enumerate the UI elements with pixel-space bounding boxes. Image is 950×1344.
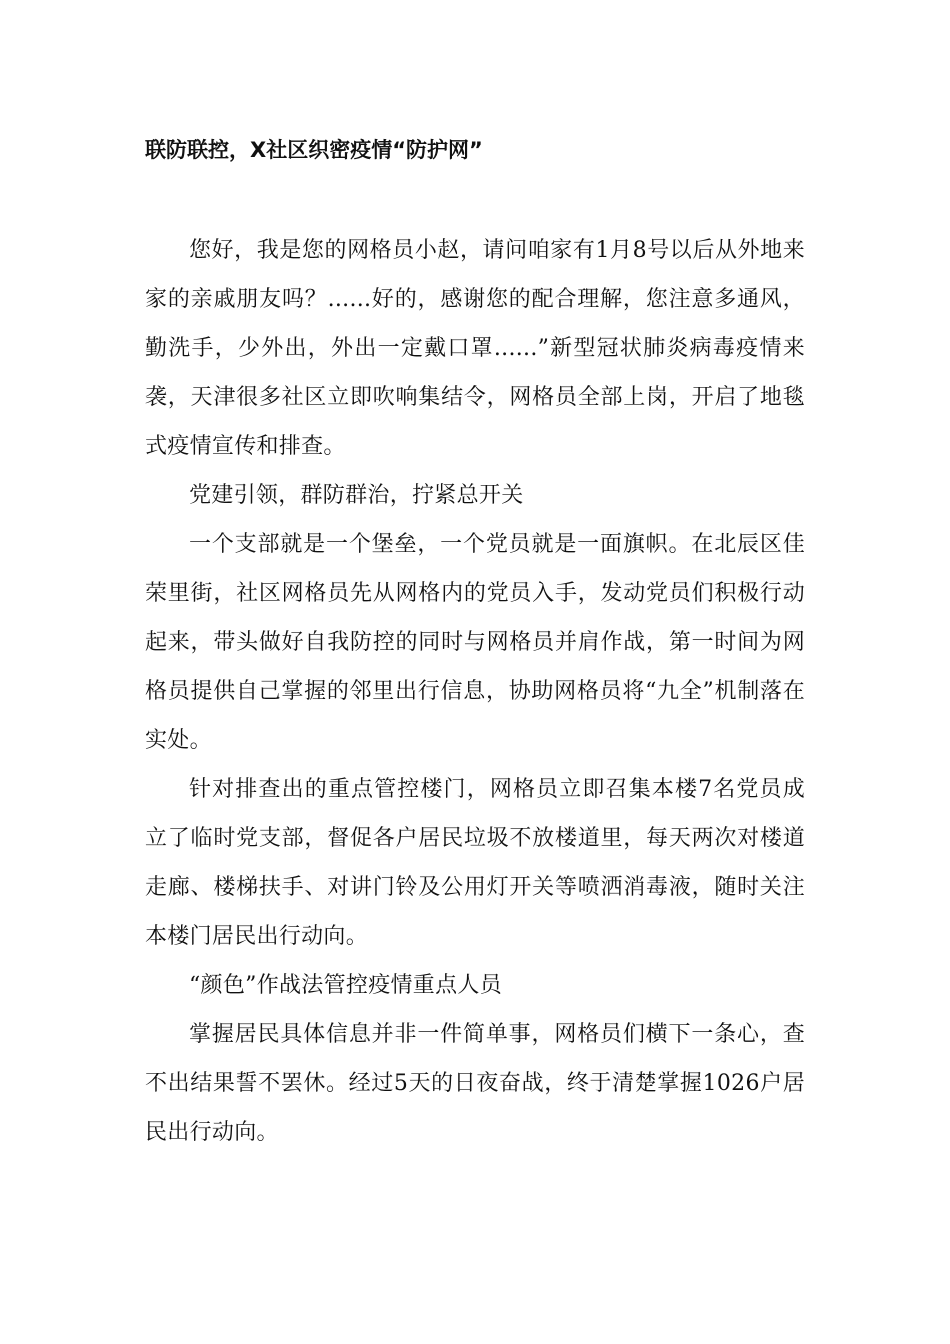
section-heading-party-building: 党建引领，群防群治，拧紧总开关 [189,483,524,508]
document-body [145,226,805,1157]
section-heading-color-method: “颜色”作战法管控疫情重点人员 [189,973,502,998]
document-title: 联防联控，X社区织密疫情“防护网” [145,138,483,162]
paragraph-resident-info: 掌握居民具体信息并非一件简单事，网格员们横下一条心，查不出结果誓不罢休。经过5天的日夜奋战，终于清楚掌握1026户居民出行动向。 [145,1022,805,1145]
paragraph-key-buildings: 针对排查出的重点管控楼门，网格员立即召集本楼7名党员成立了临时党支部，督促各户居民垃圾不放楼道里，每天两次对楼道走廊、楼梯扶手、对讲门铃及公用灯开关等喷洒消毒液，随时关注本楼门居民出行动向。 [145,777,805,949]
paragraph-party-branch: 一个支部就是一个堡垒，一个党员就是一面旗帜。在北辰区佳荣里街，社区网格员先从网格内的党员入手，发动党员们积极行动起来，带头做好自我防控的同时与网格员并肩作战，第一时间为网格员提供自己掌握的邻里出行信息，协助网格员将“九全”机制落在实处。 [145,532,805,753]
paragraph-intro: 您好，我是您的网格员小赵，请问咱家有1月8号以后从外地来家的亲戚朋友吗？......好的，感谢您的配合理解，您注意多通风，勤洗手，少外出，外出一定戴口罩......”新型冠状肺炎病毒疫情来袭，天津很多社区立即吹响集结令，网格员全部上岗，开启了地毯式疫情宣传和排查。 [145,238,805,459]
